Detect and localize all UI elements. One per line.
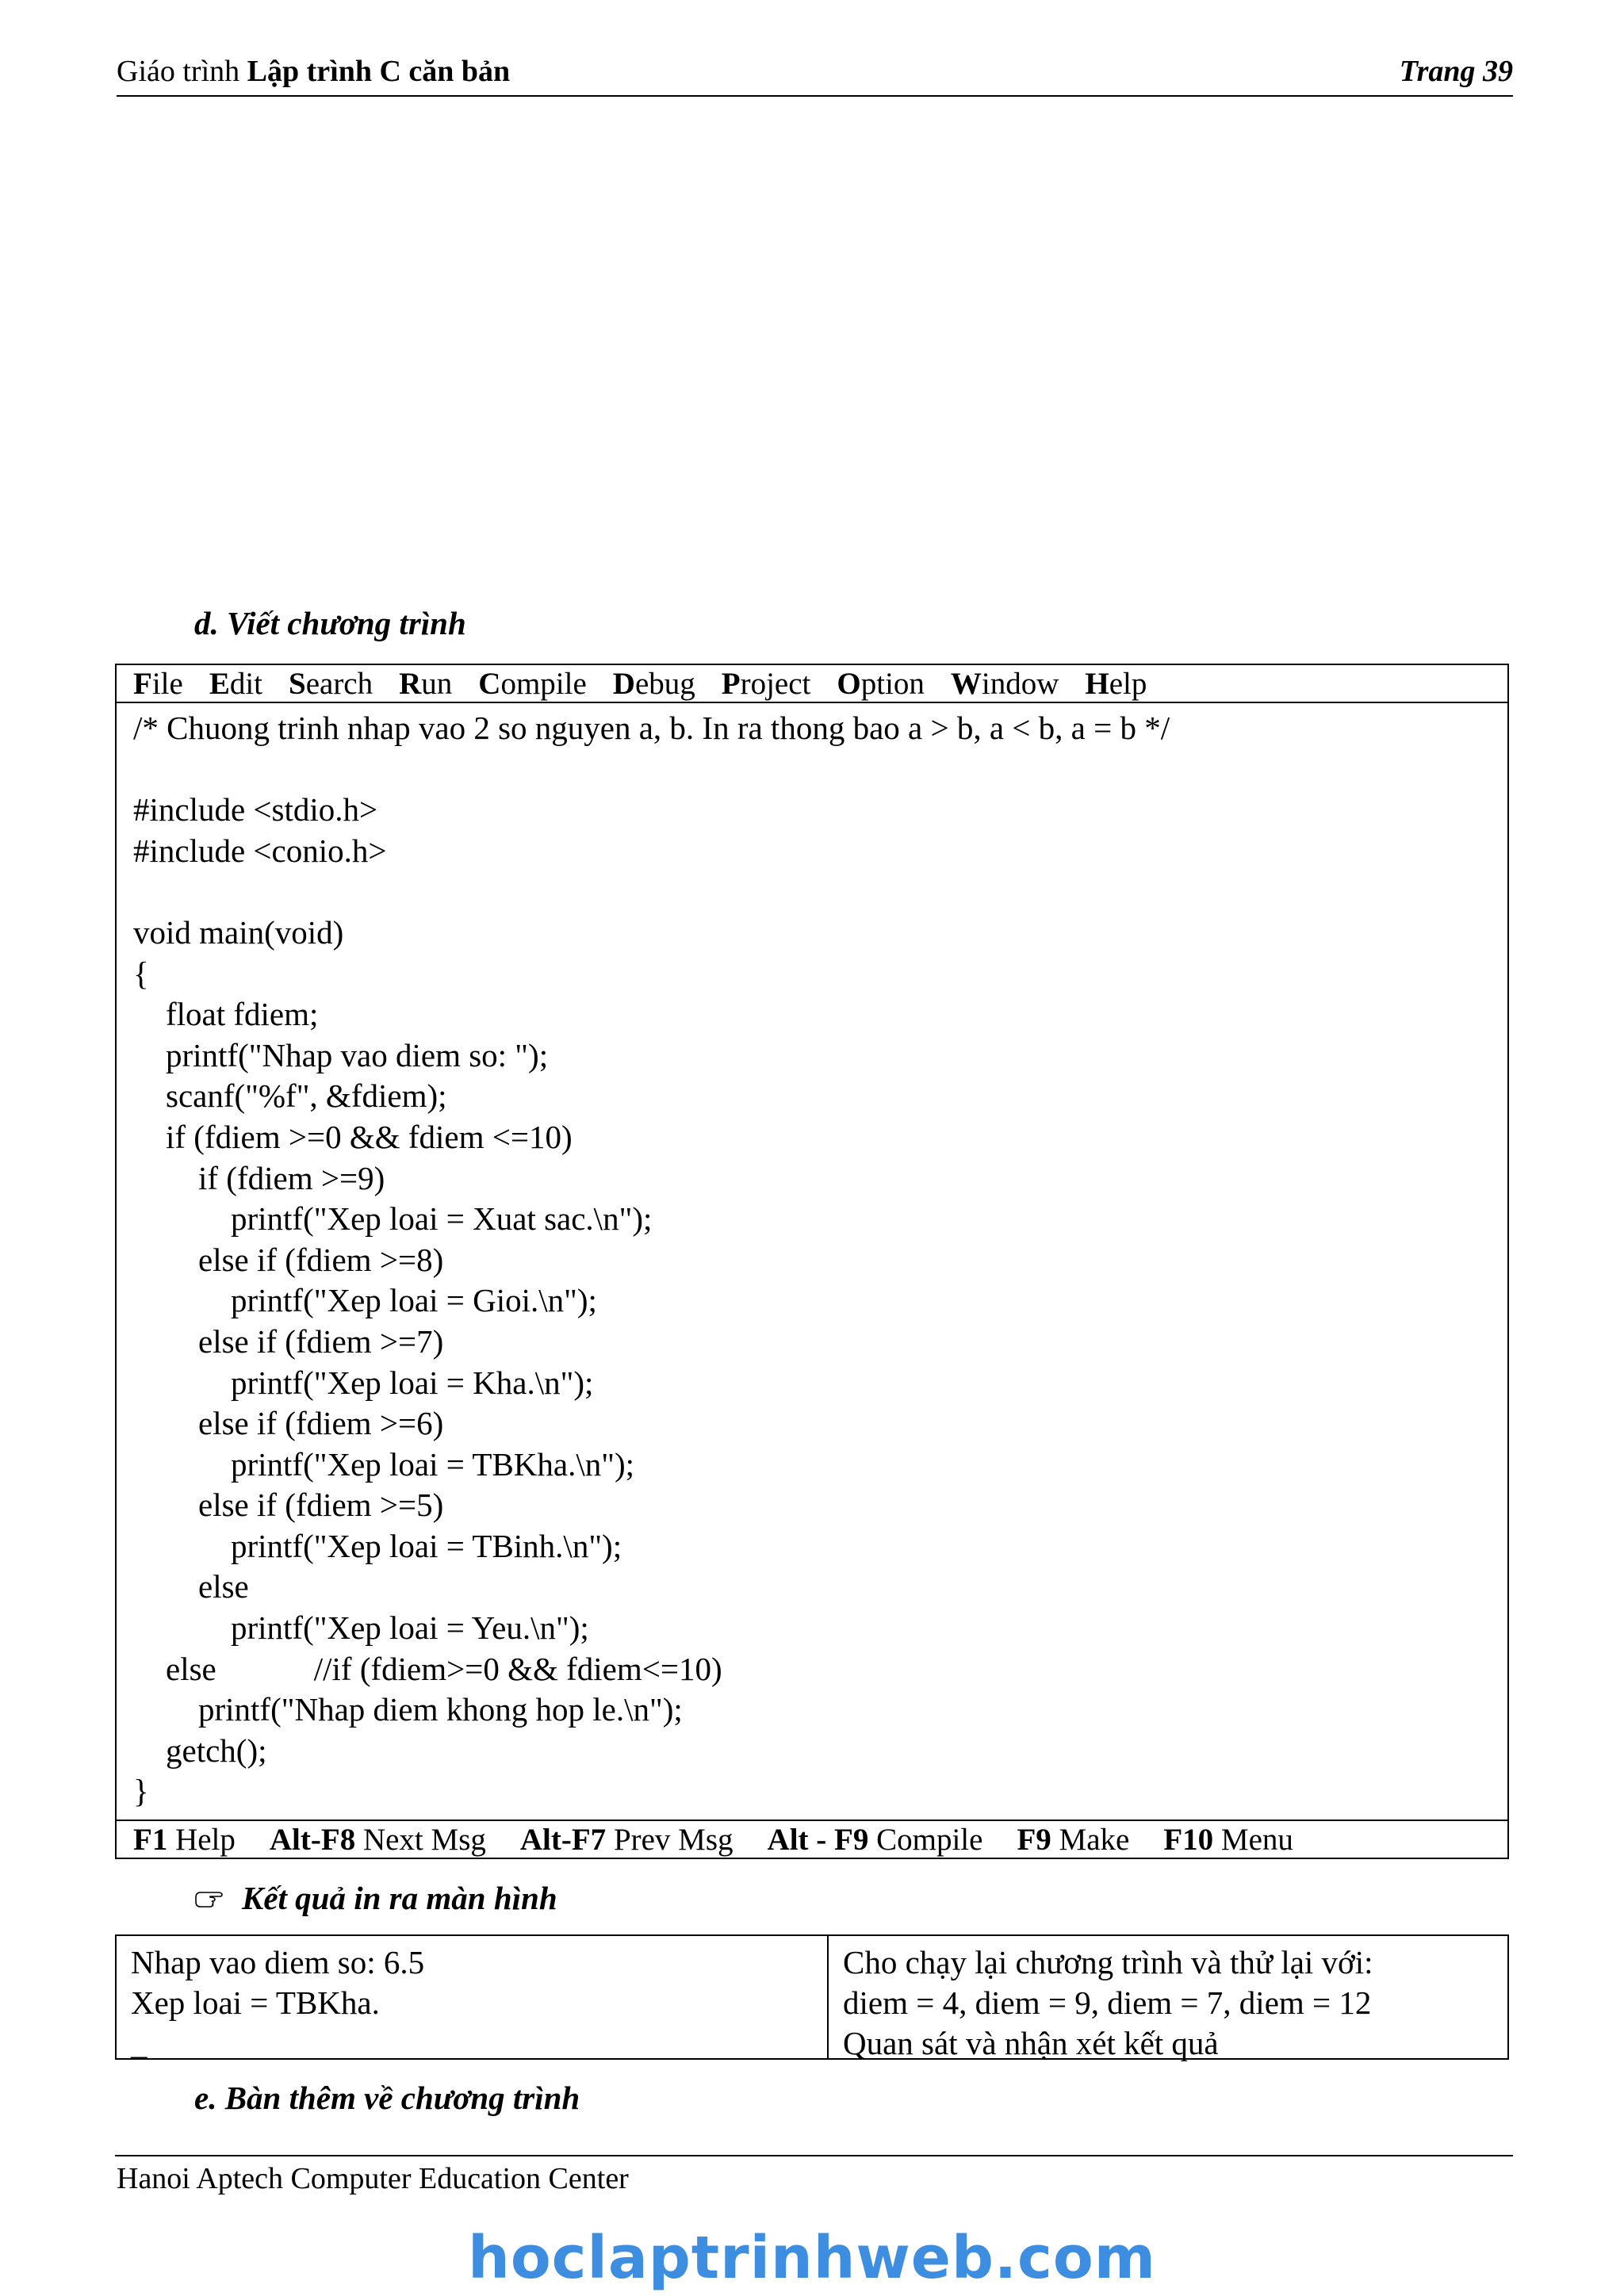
code-line: if (fdiem >=9) [133, 1159, 385, 1196]
menu-run[interactable]: Run [399, 666, 453, 701]
code-editor[interactable] [133, 708, 1170, 1812]
output-line: Xep loai = TBKha. [131, 1984, 380, 2021]
footer-divider [115, 2155, 1513, 2156]
code-line: else [133, 1568, 249, 1605]
code-line: printf("Xep loai = TBKha.\n"); [133, 1445, 635, 1483]
menu-file[interactable]: File [133, 666, 183, 701]
code-line: printf("Xep loai = TBinh.\n"); [133, 1527, 622, 1564]
menu-window[interactable]: Window [950, 666, 1059, 701]
result-table [115, 1934, 1509, 2060]
menu-edit[interactable]: Edit [209, 666, 262, 701]
code-line: else //if (fdiem>=0 && fdiem<=10) [133, 1650, 722, 1687]
code-line [133, 871, 1170, 913]
watermark: hoclaptrinhweb.com [468, 2224, 1156, 2292]
menu-project[interactable]: Project [721, 666, 811, 701]
code-line: else if (fdiem >=7) [133, 1322, 444, 1360]
menu-debug[interactable]: Debug [612, 666, 695, 701]
note-line: Cho chạy lại chương trình và thử lại với: [843, 1944, 1373, 1980]
code-line: if (fdiem >=0 && fdiem <=10) [133, 1118, 573, 1155]
code-line: #include <conio.h> [133, 832, 387, 869]
code-line: #include <stdio.h> [133, 791, 378, 828]
page-header [117, 51, 1513, 97]
menu-compile[interactable]: Compile [478, 666, 587, 701]
code-line: float fdiem; [133, 996, 319, 1033]
code-line: printf("Xep loai = Gioi.\n"); [133, 1282, 597, 1319]
code-line: else if (fdiem >=8) [133, 1241, 444, 1278]
result-heading [194, 1879, 557, 1917]
page-number: Trang 39 [1399, 55, 1513, 88]
status-compile[interactable]: Alt - F9 Compile [767, 1822, 983, 1857]
result-title: Kết quả in ra màn hình [242, 1880, 557, 1916]
code-line: printf("Xep loai = Yeu.\n"); [133, 1609, 589, 1647]
status-next-msg[interactable]: Alt-F8 Next Msg [269, 1822, 486, 1857]
code-line: else if (fdiem >=6) [133, 1405, 444, 1442]
code-line: printf("Xep loai = Kha.\n"); [133, 1364, 594, 1401]
note-line: diem = 4, diem = 9, diem = 7, diem = 12 [843, 1984, 1372, 2021]
code-line: getch(); [133, 1732, 267, 1769]
section-heading-e: e. Bàn thêm về chương trình [194, 2080, 580, 2116]
exercise-note [829, 1936, 1507, 2061]
section-heading-d: d. Viết chương trình [194, 605, 466, 641]
code-line: /* Chuong trinh nhap vao 2 so nguyen a, b. In ra thong bao a > b, a < b, a = b */ [133, 710, 1170, 746]
code-line [133, 749, 1170, 790]
code-line: printf("Xep loai = Xuat sac.\n"); [133, 1200, 653, 1238]
footer-text: Hanoi Aptech Computer Education Center [117, 2162, 629, 2195]
code-line: scanf("%f", &fdiem); [133, 1077, 447, 1115]
menu-option[interactable]: Option [837, 666, 925, 701]
code-line: void main(void) [133, 913, 344, 951]
note-line: Quan sát và nhận xét kết quả [843, 2025, 1219, 2061]
code-line: printf("Nhap diem khong hop le.\n"); [133, 1691, 683, 1728]
ide-statusbar [117, 1820, 1507, 1858]
code-line: } [133, 1773, 149, 1810]
code-line: else if (fdiem >=5) [133, 1487, 444, 1524]
book-title: Giáo trình Lập trình C căn bản [117, 55, 511, 88]
menu-help[interactable]: Help [1085, 666, 1147, 701]
console-output [117, 1936, 829, 2061]
status-help[interactable]: F1 Help [133, 1822, 236, 1857]
ide-window [115, 664, 1509, 1859]
status-make[interactable]: F9 Make [1017, 1822, 1130, 1857]
ide-menubar [117, 665, 1507, 703]
pointing-hand-icon [194, 1886, 226, 1910]
menu-search[interactable]: Search [289, 666, 373, 701]
output-line: Nhap vao diem so: 6.5 [131, 1944, 425, 1980]
status-menu[interactable]: F10 Menu [1163, 1822, 1293, 1857]
output-line: _ [131, 2025, 147, 2061]
status-prev-msg[interactable]: Alt-F7 Prev Msg [519, 1822, 733, 1857]
code-line: printf("Nhap vao diem so: "); [133, 1036, 549, 1073]
code-line: { [133, 955, 149, 992]
